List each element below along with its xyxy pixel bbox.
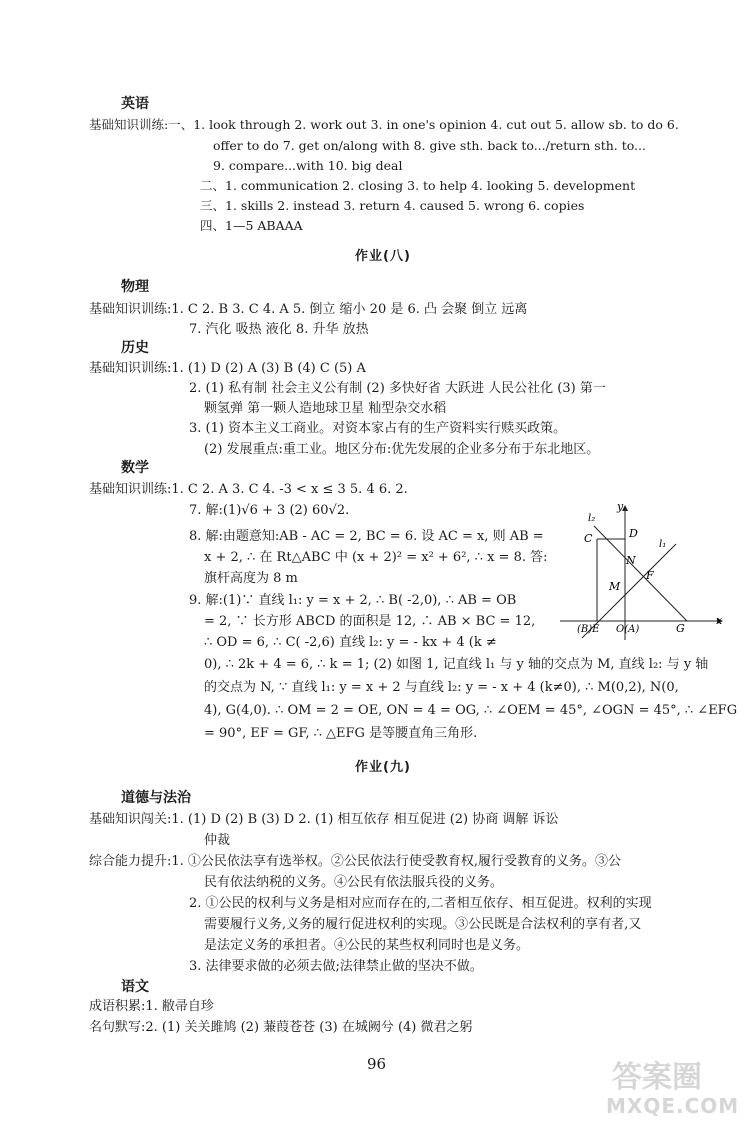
label-c: C xyxy=(584,532,593,545)
morality-line-8: 3. 法律要求做的必须去做;法律禁止做的坚决不做。 xyxy=(189,959,483,974)
english-title: 英语 xyxy=(121,96,149,112)
physics-line-1: 基础知识训练:1. C 2. B 3. C 4. A 5. 倒立 缩小 20 是 6. 凸 会聚 倒立 远离 xyxy=(89,302,528,317)
english-line-4: 二、1. communication 2. closing 3. to help 4. looking 5. development xyxy=(200,178,636,193)
math-q7: 7. 解:(1)√6 + 3 (2) 60√2. xyxy=(189,503,350,518)
homework-9-heading: 作业(九) xyxy=(355,760,411,775)
math-q9-line-c: ∴ OD = 6, ∴ C( -2,6) 直线 l₂: y = - kx + 4 (k ≠ xyxy=(204,635,497,650)
morality-line-5: 2. ①公民的权利与义务是相对应而存在的,二者相互依存、相互促进。权利的实现 xyxy=(189,896,652,911)
math-q8-line-c: 旗杆高度为 8 m xyxy=(204,571,298,586)
label-oa: O(A) xyxy=(616,624,640,635)
history-line-1: 基础知识训练:1. (1) D (2) A (3) B (4) C (5) A xyxy=(89,361,366,376)
label-n: N xyxy=(626,554,636,567)
homework-8-heading: 作业(八) xyxy=(355,249,411,264)
english-line-5: 三、1. skills 2. instead 3. return 4. caused 5. wrong 6. copies xyxy=(200,198,585,213)
math-q8-line-a: 8. 解:由题意知:AB - AC = 2, BC = 6. 设 AC = x, 则 AB = xyxy=(189,529,544,544)
history-line-5: (2) 发展重点:重工业。地区分布:优先发展的企业多分布于东北地区。 xyxy=(204,442,600,457)
label-g: G xyxy=(676,622,685,635)
morality-line-1: 基础知识闯关:1. (1) D (2) B (3) D 2. (1) 相互依存 相互促进 (2) 协商 调解 诉讼 xyxy=(89,812,559,827)
morality-line-2: 仲裁 xyxy=(204,833,231,848)
math-q8-line-b: x + 2, ∴ 在 Rt△ABC 中 (x + 2)² = x² + 6², ∴ x = 8. 答: xyxy=(204,550,548,565)
label-m: M xyxy=(609,580,621,593)
chinese-line-2: 名句默写:2. (1) 关关雎鸠 (2) 蒹葭苍苍 (3) 在城阙兮 (4) 微君之躬 xyxy=(89,1020,473,1035)
label-l2: l₂ xyxy=(588,513,596,524)
morality-line-6: 需要履行义务,义务的履行促进权利的实现。③公民既是合法权利的享有者,又 xyxy=(204,917,642,932)
line-l2 xyxy=(594,526,687,621)
morality-line-7: 是法定义务的承担者。④公民的某些权利同时也是义务。 xyxy=(204,938,530,953)
history-title: 历史 xyxy=(121,340,149,356)
math-q9-line-d: 0), ∴ 2k + 4 = 6, ∴ k = 1; (2) 如图 1, 记直线 l₁ 与 y 轴的交点为 M, 直线 l₂: 与 y 轴 xyxy=(204,657,709,672)
label-d: D xyxy=(629,527,638,540)
physics-title: 物理 xyxy=(121,279,149,295)
english-line-2: offer to do 7. get on/along with 8. give sth. back to.../return sth. to... xyxy=(213,138,646,153)
math-title: 数学 xyxy=(121,460,149,476)
math-line-1: 基础知识训练:1. C 2. A 3. C 4. -3 < x ≤ 3 5. 4 6. 2. xyxy=(89,482,408,497)
label-x: x xyxy=(716,614,723,627)
math-q9-line-a: 9. 解:(1)∵ 直线 l₁: y = x + 2, ∴ B( -2,0), ∴ AB = OB xyxy=(189,593,517,608)
history-line-2: 2. (1) 私有制 社会主义公有制 (2) 多快好省 大跃进 人民公社化 (3) 第一 xyxy=(189,381,606,396)
morality-line-3: 综合能力提升:1. ①公民依法享有选举权。②公民依法行使受教育权,履行受教育的义务。③公 xyxy=(89,854,622,869)
label-y: y xyxy=(617,500,624,513)
morality-title: 道德与法治 xyxy=(121,790,191,806)
physics-line-2: 7. 汽化 吸热 液化 8. 升华 放热 xyxy=(189,322,369,337)
label-be: (B)E xyxy=(577,624,600,635)
math-q9-line-b: = 2, ∵ 长方形 ABCD 的面积是 12, ∴ AB × BC = 12, xyxy=(204,614,536,629)
chinese-line-1: 成语积累:1. 敝帚自珍 xyxy=(89,999,214,1014)
coordinate-figure xyxy=(560,498,730,643)
history-line-3: 颗氢弹 第一颗人造地球卫星 籼型杂交水稻 xyxy=(204,401,447,416)
watermark-logo: 答案圈 xyxy=(612,1060,702,1095)
chinese-title: 语文 xyxy=(121,979,149,995)
history-line-4: 3. (1) 资本主义工商业。对资本家占有的生产资料实行赎买政策。 xyxy=(189,421,567,436)
math-q9-line-f: 4), G(4,0). ∴ OM = 2 = OE, ON = 4 = OG, ∴ ∠OEM = 45°, ∠OGN = 45°, ∴ ∠EFG xyxy=(204,703,738,718)
english-line-3: 9. compare...with 10. big deal xyxy=(213,158,403,173)
label-l1: l₁ xyxy=(659,539,667,550)
english-line-6: 四、1—5 ABAAA xyxy=(200,218,303,233)
english-line-1: 基础知识训练:一、1. look through 2. work out 3. in one's opinion 4. cut out 5. allow sb. to do 6. xyxy=(89,117,679,132)
morality-line-4: 民有依法纳税的义务。④公民有依法服兵役的义务。 xyxy=(204,875,504,890)
page-number: 96 xyxy=(367,1055,387,1073)
math-q9-line-e: 的交点为 N, ∵ 直线 l₁: y = x + 2 与直线 l₂: y = - x + 4 (k≠0), ∴ M(0,2), N(0, xyxy=(204,680,679,695)
label-f: F xyxy=(646,569,654,582)
math-q9-line-g: = 90°, EF = GF, ∴ △EFG 是等腰直角三角形. xyxy=(204,726,478,741)
watermark-url: MXQE.COM xyxy=(606,1094,740,1118)
